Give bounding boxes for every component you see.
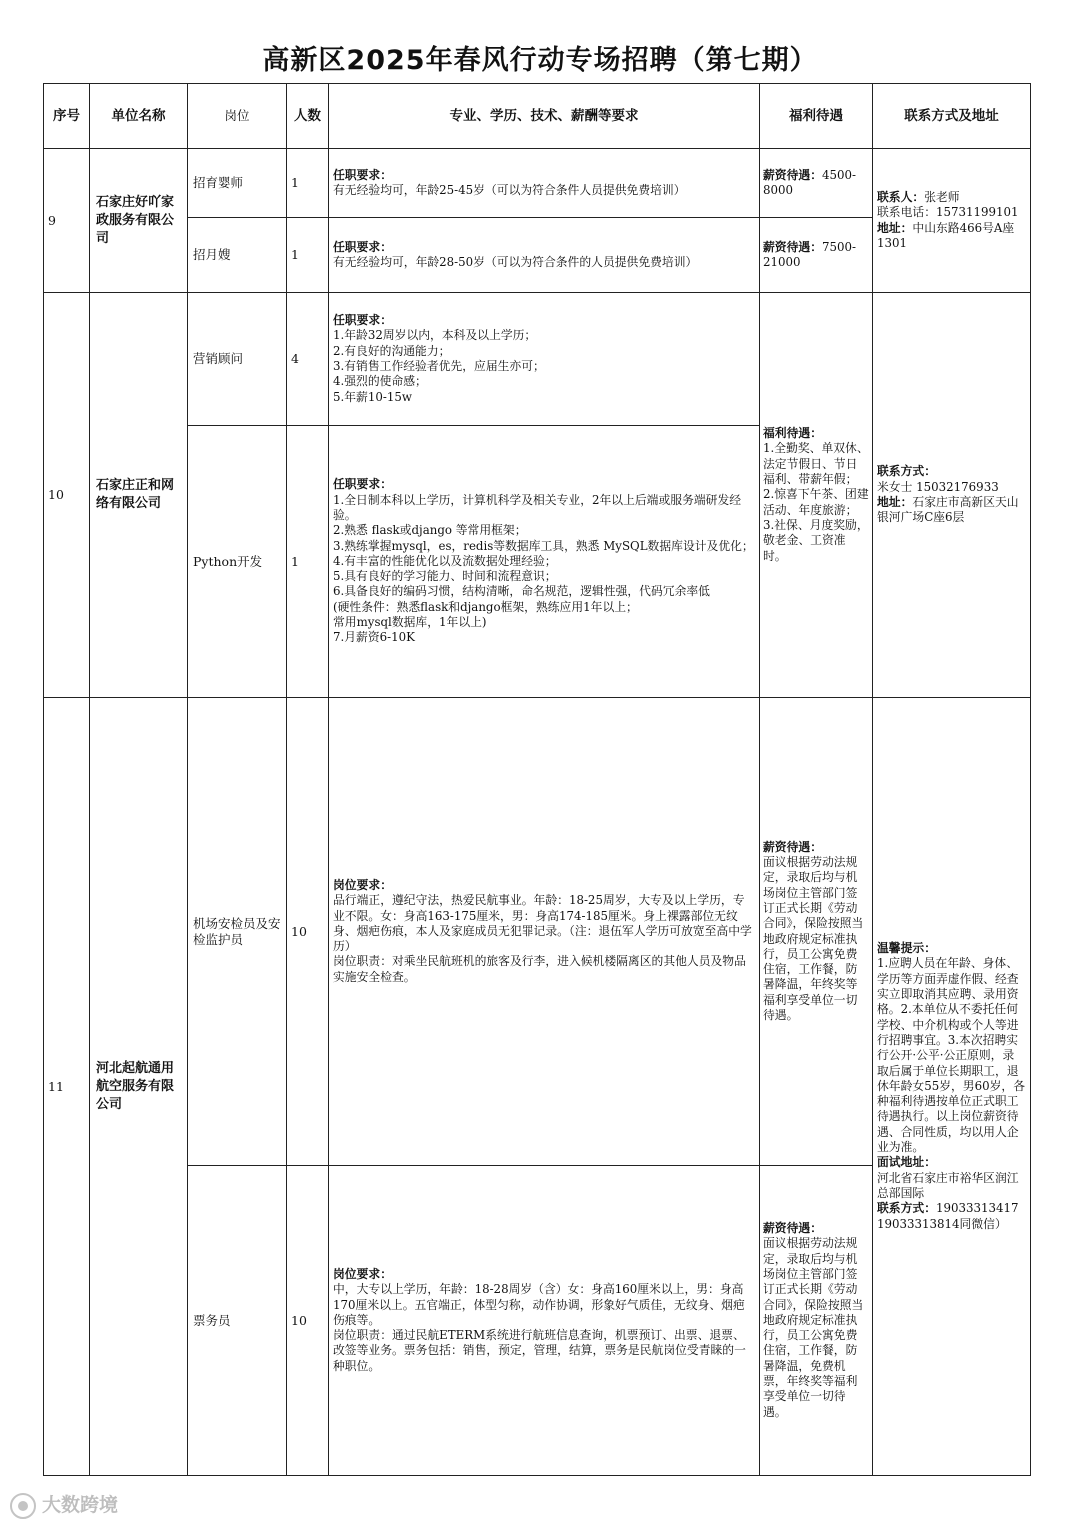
requirement-line: (硬性条件：熟悉flask和django框架，熟练应用1年以上；	[333, 599, 638, 614]
job-requirements	[329, 426, 760, 698]
job-requirements	[329, 293, 760, 426]
table-row	[44, 149, 1031, 218]
requirement-line: 1.全日制本科以上学历，计算机科学及相关专业，2年以上后端或服务端研发经验。	[333, 492, 742, 522]
requirements-label: 岗位要求：	[333, 1266, 392, 1281]
row-seq: 11	[44, 698, 90, 1476]
requirements-label: 任职要求：	[333, 239, 392, 254]
job-count: 10	[287, 698, 329, 1166]
recruitment-table	[43, 83, 1031, 1476]
job-title: 招育婴师	[188, 149, 287, 218]
welfare-label: 薪资待遇：	[763, 839, 822, 854]
requirement-line: 6.具备良好的编码习惯，结构清晰，命名规范，逻辑性强，代码冗余率低	[333, 584, 710, 599]
interview-address: 河北省石家庄市裕华区润江总部国际	[877, 1170, 1019, 1200]
requirement-line: 3.熟练掌握mysql，es，redis等数据库工具，熟悉 MySQL数据库设计及优化；	[333, 538, 754, 553]
welfare-line: 3.社保、月度奖励，敬老金、工资准时。	[763, 517, 869, 563]
contact-address: 石家庄市高新区天山银河广场C座6层	[877, 495, 1019, 525]
job-requirements	[329, 698, 760, 1166]
company-name: 河北起航通用航空服务有限公司	[90, 698, 188, 1476]
page-title: 高新区2025年春风行动专场招聘（第七期）	[262, 45, 818, 76]
watermark	[10, 1490, 118, 1519]
row-seq: 9	[44, 149, 90, 293]
requirements-text: 有无经验均可，年龄28-50岁（可以为符合条件的人员提供免费培训）	[333, 255, 698, 269]
job-title: 机场安检员及安检监护员	[188, 698, 287, 1166]
job-title: 营销顾问	[188, 293, 287, 426]
welfare-label: 薪资待遇：	[763, 239, 822, 254]
duty-text: 岗位职责：通过民航ETERM系统进行航班信息查询，机票预订、出票、退票、改签等业务。票务包括：销售，预定，管理，结算，票务是民航岗位受青睐的一种职位。	[333, 1328, 746, 1373]
company-contact	[873, 149, 1031, 293]
header-company: 单位名称	[90, 84, 188, 149]
requirement-line: 4.有丰富的性能优化以及流数据处理经验；	[333, 553, 557, 568]
requirements-label: 任职要求：	[333, 167, 392, 182]
contact-phone-label: 联系电话：	[877, 205, 936, 220]
row-seq: 10	[44, 293, 90, 698]
contact-label: 联系方式：	[877, 464, 936, 479]
job-requirements	[329, 149, 760, 218]
header-post: 岗位	[188, 84, 287, 149]
job-welfare	[760, 149, 873, 218]
contact-phone: 19033313417 19033313814同微信）	[877, 1201, 1019, 1231]
contact-phone: 15731199101	[936, 205, 1019, 220]
requirement-line: 1.年龄32周岁以内，本科及以上学历；	[333, 328, 537, 343]
header-seq: 序号	[44, 84, 90, 149]
header-requirements: 专业、学历、技术、薪酬等要求	[329, 84, 760, 149]
requirements-label: 任职要求：	[333, 313, 392, 328]
header-welfare: 福利待遇	[760, 84, 873, 149]
contact-person: 米女士 15032176933	[877, 479, 999, 494]
requirement-line: 5.年薪10-15w	[333, 389, 412, 404]
requirement-line: 3.有销售工作经验者优先，应届生亦可；	[333, 359, 545, 373]
welfare-line: 2.惊喜下午茶、团建活动、年度旅游；	[763, 487, 869, 517]
company-name: 石家庄好吖家政服务有限公司	[90, 149, 188, 293]
requirement-line: 4.强烈的使命感；	[333, 374, 427, 389]
job-title: Python开发	[188, 426, 287, 698]
job-count: 1	[287, 218, 329, 293]
job-count: 10	[287, 1166, 329, 1476]
tip-text: 1.应聘人员在年龄、身体、学历等方面弄虚作假、经查实立即取消其应聘、录用资格。2.本单位从不委托任何学校、中介机构或个人等进行招聘事宜。3.本次招聘实行公开·公平·公正原则，录取后属于单位长期职工，退休年龄女55岁，男60岁，各种福利待遇按单位正式职工待遇执行。以上岗位薪资待遇、合同性质，均以用人企业为准。	[877, 956, 1025, 1155]
company-welfare	[760, 293, 873, 698]
contact-person: 张老师	[924, 189, 960, 204]
job-requirements	[329, 218, 760, 293]
requirements-text: 有无经验均可，年龄25-45岁（可以为符合条件人员提供免费培训）	[333, 183, 686, 197]
header-contact: 联系方式及地址	[873, 84, 1031, 149]
company-contact	[873, 698, 1031, 1476]
requirement-line: 2.有良好的沟通能力；	[333, 343, 451, 358]
job-welfare	[760, 698, 873, 1166]
requirements-text: 中，大专以上学历，年龄：18-28周岁（含）女：身高160厘米以上，男：身高170厘米以上。五官端正，体型匀称，动作协调，形象好气质佳，无纹身、烟疤伤痕等。	[333, 1282, 745, 1327]
job-welfare	[760, 218, 873, 293]
requirements-text: 品行端正，遵纪守法，热爱民航事业。年龄：18-25周岁，大专及以上学历，专业不限。女：身高163-175厘米，男：身高174-185厘米。身上裸露部位无纹身、烟疤伤痕，本人及家庭成员无犯罪记录。（注：退伍军人学历可放宽至高中学历）	[333, 893, 752, 954]
contact-address-label: 地址：	[877, 220, 913, 235]
contact-person-label: 联系人：	[877, 189, 925, 204]
table-row	[44, 698, 1031, 1166]
welfare-text: 4500-8000	[763, 167, 857, 197]
interview-address-label: 面试地址：	[877, 1155, 936, 1170]
requirement-line: 5.具有良好的学习能力、时间和流程意识；	[333, 569, 557, 584]
job-requirements	[329, 1166, 760, 1476]
requirements-label: 岗位要求：	[333, 877, 392, 892]
welfare-text: 7500-21000	[763, 239, 857, 269]
contact-phone-label: 联系方式：	[877, 1201, 936, 1216]
watermark-logo-icon	[10, 1493, 36, 1519]
requirement-line: 2.熟悉 flask或django 等常用框架；	[333, 523, 527, 538]
requirements-label: 任职要求：	[333, 477, 392, 492]
table-row	[44, 293, 1031, 426]
contact-address-label: 地址：	[877, 495, 913, 509]
welfare-label: 薪资待遇：	[763, 1221, 822, 1236]
requirement-line: 7.月薪资6-10K	[333, 630, 415, 645]
welfare-label: 薪资待遇：	[763, 167, 822, 182]
welfare-line: 1.全勤奖、单双休、法定节假日、节日福利、带薪年假；	[763, 441, 869, 487]
job-title: 票务员	[188, 1166, 287, 1476]
welfare-text: 面议根据劳动法规定，录取后均与机场岗位主管部门签订正式长期《劳动合同》，保险按照当地政府规定标准执行，员工公寓免费住宿，工作餐，防暑降温，免费机票，年终奖等福利享受单位一切待遇。	[763, 1236, 864, 1419]
welfare-label: 福利待遇：	[763, 426, 822, 441]
watermark-text: 大数跨境	[42, 1494, 119, 1516]
company-contact	[873, 293, 1031, 698]
job-count: 1	[287, 149, 329, 218]
tip-label: 温馨提示：	[877, 941, 936, 956]
job-welfare	[760, 1166, 873, 1476]
header-row	[44, 84, 1031, 149]
company-name: 石家庄正和网络有限公司	[90, 293, 188, 698]
contact-address: 中山东路466号A座1301	[877, 220, 1015, 250]
job-count: 4	[287, 293, 329, 426]
duty-text: 岗位职责：对乘坐民航班机的旅客及行李，进入候机楼隔离区的其他人员及物品实施安全检查。	[333, 954, 746, 984]
requirement-line: 常用mysql数据库，1年以上)	[333, 615, 487, 630]
job-count: 1	[287, 426, 329, 698]
job-title: 招月嫂	[188, 218, 287, 293]
header-count: 人数	[287, 84, 329, 149]
welfare-text: 面议根据劳动法规定，录取后均与机场岗位主管部门签订正式长期《劳动合同》，保险按照当地政府规定标准执行，员工公寓免费住宿，工作餐，防暑降温，年终奖等福利享受单位一切待遇。	[763, 855, 864, 1022]
